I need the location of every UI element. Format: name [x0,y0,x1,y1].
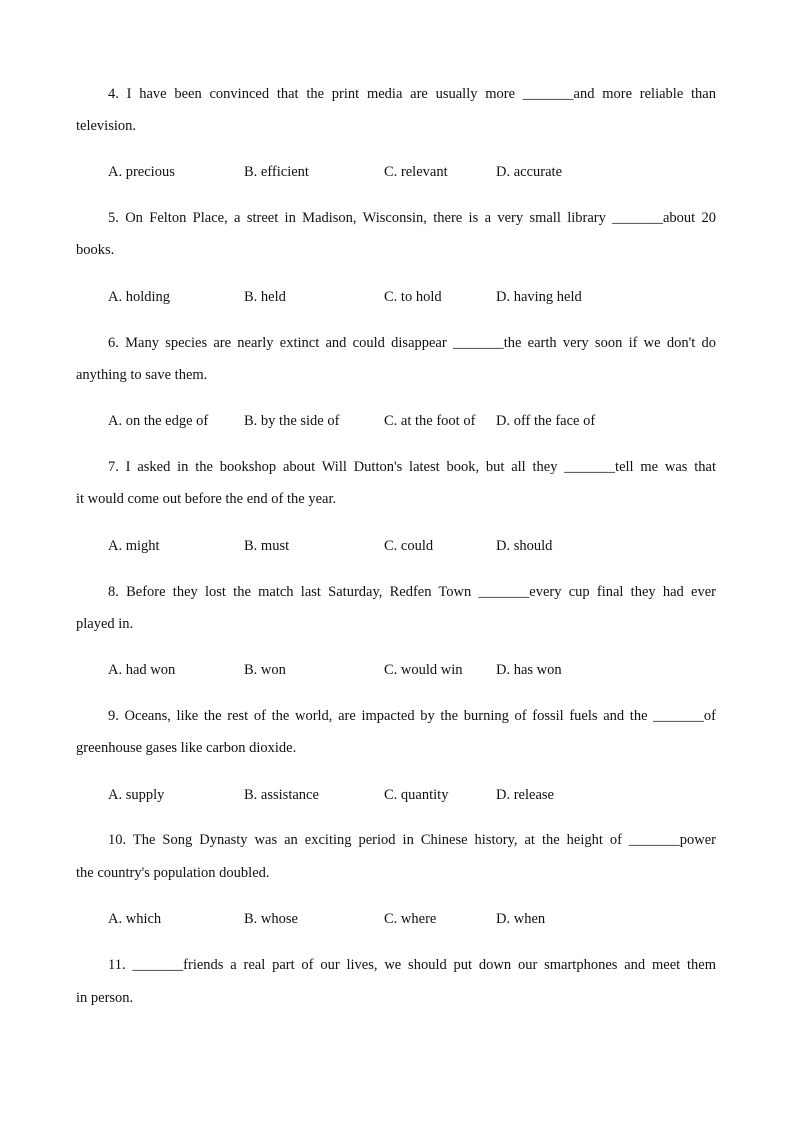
question-9-option-d: D. release [496,787,554,803]
question-8-option-b: B. won [244,662,286,678]
question-9-line-1: 9. Oceans, like the rest of the world, are impacted by the burning of fossil fuels and the _______of [108,708,716,724]
question-6-option-d: D. off the face of [496,413,596,429]
question-8-option-d: D. has won [496,662,562,678]
question-4-option-d: D. accurate [496,164,563,180]
question-8-option-a: A. had won [108,662,176,678]
question-7-line-2: it would come out before the end of the year. [76,491,337,507]
question-8-line-2: played in. [76,616,134,632]
question-7-line-1: 7. I asked in the bookshop about Will Dutton's latest book, but all they _______tell me was that [108,459,716,475]
question-11-line-2: in person. [76,990,134,1006]
question-10-option-c: C. where [384,911,437,927]
question-9-option-a: A. supply [108,787,165,803]
question-9-option-b: B. assistance [244,787,319,803]
question-6-option-a: A. on the edge of [108,413,209,429]
question-4-option-c: C. relevant [384,164,448,180]
question-7-option-b: B. must [244,538,290,554]
question-4-line-1: 4. I have been convinced that the print media are usually more _______and more reliable than [108,86,716,102]
question-11-line-1: 11. _______friends a real part of our lives, we should put down our smartphones and meet them [108,957,716,973]
question-9-line-2: greenhouse gases like carbon dioxide. [76,740,297,756]
question-5-line-2: books. [76,242,115,258]
question-6-line-2: anything to save them. [76,367,208,383]
question-10-line-2: the country's population doubled. [76,865,270,881]
question-7-option-a: A. might [108,538,160,554]
question-5-option-d: D. having held [496,289,582,305]
question-5-option-a: A. holding [108,289,171,305]
question-6-option-b: B. by the side of [244,413,340,429]
question-10-line-1: 10. The Song Dynasty was an exciting period in Chinese history, at the height of _______power [108,832,716,848]
question-5-option-b: B. held [244,289,286,305]
question-8-line-1: 8. Before they lost the match last Saturday, Redfen Town _______every cup final they had ever [108,584,716,600]
question-6-line-1: 6. Many species are nearly extinct and could disappear _______the earth very soon if we don't do [108,335,716,351]
question-6-option-c: C. at the foot of [384,413,476,429]
question-10-option-d: D. when [496,911,546,927]
question-7-option-d: D. should [496,538,553,554]
question-10-option-b: B. whose [244,911,298,927]
question-9-option-c: C. quantity [384,787,449,803]
question-5-line-1: 5. On Felton Place, a street in Madison, Wisconsin, there is a very small library _______about 20 [108,210,716,226]
question-4-option-a: A. precious [108,164,175,180]
question-4-line-2: television. [76,118,137,134]
question-8-option-c: C. would win [384,662,463,678]
question-7-option-c: C. could [384,538,434,554]
question-4-option-b: B. efficient [244,164,309,180]
question-10-option-a: A. which [108,911,162,927]
question-5-option-c: C. to hold [384,289,442,305]
